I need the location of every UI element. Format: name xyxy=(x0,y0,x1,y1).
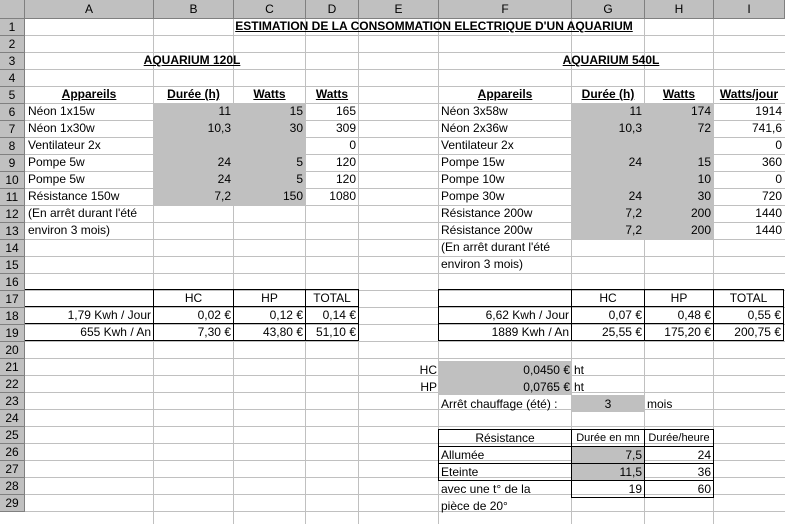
aq540-item-watts[interactable]: 30 xyxy=(697,189,711,203)
aq120-item-duree[interactable]: 10,3 xyxy=(207,121,231,135)
row-header-16[interactable]: 16 xyxy=(0,274,25,291)
arret-label[interactable]: Arrêt chauffage (été) : xyxy=(441,397,558,411)
column-header-h[interactable]: H xyxy=(645,0,714,19)
select-all-corner[interactable] xyxy=(0,0,25,19)
aq120-sum-hc[interactable]: 7,30 € xyxy=(197,325,231,339)
aq540-item-duree[interactable]: 10,3 xyxy=(618,121,642,135)
aq120-item-duree[interactable]: 11 xyxy=(218,104,231,118)
aq540-sum-hc[interactable]: 0,07 € xyxy=(608,308,642,322)
aq120-item-name[interactable]: Pompe 5w xyxy=(28,155,85,169)
aq120-header-watts[interactable]: Watts xyxy=(253,87,286,101)
aq540-item-name[interactable]: Résistance 200w xyxy=(441,223,533,237)
aq120-sum-header-total[interactable]: TOTAL xyxy=(313,291,351,305)
resistance-row-min[interactable]: 7,5 xyxy=(625,448,642,462)
aq540-item-total[interactable]: 1914 xyxy=(755,104,782,118)
column-header-e[interactable]: E xyxy=(359,0,439,19)
aq120-item-name[interactable]: Résistance 150w xyxy=(28,189,120,203)
aq540-header-watts[interactable]: Watts xyxy=(662,87,696,101)
aq120-sum-label[interactable]: 1,79 Kwh / Jour xyxy=(67,308,151,322)
aq120-sum-header-hp[interactable]: HP xyxy=(261,291,278,305)
aq120-item-duree[interactable]: 24 xyxy=(217,155,231,169)
aq540-item-name[interactable]: Ventilateur 2x xyxy=(441,138,514,152)
aq540-sum-label[interactable]: 6,62 Kwh / Jour xyxy=(485,308,569,322)
aq540-item-duree[interactable]: 11 xyxy=(629,104,642,118)
aq540-item-watts[interactable]: 15 xyxy=(697,155,711,169)
aq540-sum-hp[interactable]: 175,20 € xyxy=(664,325,711,339)
aq540-item-total[interactable]: 360 xyxy=(761,155,782,169)
aq540-item-duree[interactable]: 7,2 xyxy=(625,206,642,220)
aq120-item-duree[interactable]: 7,2 xyxy=(214,189,231,203)
aq120-sum-hp[interactable]: 43,80 € xyxy=(262,325,303,339)
tarif-hc-unit[interactable]: ht xyxy=(574,363,585,377)
row-header-8[interactable]: 8 xyxy=(0,138,25,155)
aq120-item-name[interactable]: Pompe 5w xyxy=(28,172,85,186)
aq120-item-total[interactable]: 120 xyxy=(335,155,356,169)
row-header-13[interactable]: 13 xyxy=(0,223,25,240)
aq120-item-watts[interactable]: 30 xyxy=(289,121,303,135)
row-header-29[interactable]: 29 xyxy=(0,495,25,512)
column-header-a[interactable]: A xyxy=(25,0,154,19)
aq540-item-duree[interactable]: 24 xyxy=(628,189,642,203)
aq120-item-watts[interactable]: 150 xyxy=(282,189,303,203)
row-header-12[interactable]: 12 xyxy=(0,206,25,223)
aq540-item-watts[interactable]: 200 xyxy=(690,223,711,237)
aq540-sum-header-hc[interactable]: HC xyxy=(599,291,617,305)
aq540-item-total[interactable]: 1440 xyxy=(755,206,782,220)
row-header-19[interactable]: 19 xyxy=(0,325,25,342)
arret-value[interactable]: 3 xyxy=(604,397,612,411)
aq540-item-duree[interactable]: 7,2 xyxy=(625,223,642,237)
resistance-row-name[interactable]: Allumée xyxy=(441,448,485,462)
aq120-header-duree[interactable]: Durée (h) xyxy=(167,87,220,101)
resistance-header-heure[interactable]: Durée/heure xyxy=(648,432,710,444)
row-header-22[interactable]: 22 xyxy=(0,376,25,393)
resistance-row-min[interactable]: 11,5 xyxy=(619,465,642,479)
resistance-row-min[interactable]: 19 xyxy=(628,482,642,496)
aq120-item-name[interactable]: Néon 1x30w xyxy=(28,121,95,135)
aq540-sum-header-total[interactable]: TOTAL xyxy=(729,291,768,305)
aq540-title[interactable]: AQUARIUM 540L xyxy=(562,53,660,67)
row-header-3[interactable]: 3 xyxy=(0,53,25,70)
row-header-1[interactable]: 1 xyxy=(0,19,25,36)
aq120-header-watts2[interactable]: Watts xyxy=(315,87,349,101)
aq540-item-name[interactable]: Résistance 200w xyxy=(441,206,533,220)
tarif-hp-unit[interactable]: ht xyxy=(574,380,585,394)
resistance-header-name[interactable]: Résistance xyxy=(475,431,535,445)
row-header-24[interactable]: 24 xyxy=(0,410,25,427)
aq120-sum-header-hc[interactable]: HC xyxy=(184,291,203,305)
aq120-item-total[interactable]: 120 xyxy=(335,172,356,186)
row-header-18[interactable]: 18 xyxy=(0,308,25,325)
aq540-note[interactable]: (En arrêt durant l'été xyxy=(441,240,551,254)
tarif-hp-value[interactable]: 0,0765 € xyxy=(523,380,570,394)
aq120-item-watts[interactable]: 15 xyxy=(289,104,303,118)
column-header-c[interactable]: C xyxy=(234,0,306,19)
row-header-4[interactable]: 4 xyxy=(0,70,25,87)
resistance-row-name[interactable]: avec une t° de la xyxy=(441,482,531,496)
aq120-note[interactable]: (En arrêt durant l'été xyxy=(28,206,138,220)
aq540-note[interactable]: environ 3 mois) xyxy=(441,257,524,271)
row-header-20[interactable]: 20 xyxy=(0,342,25,359)
resistance-note[interactable]: pièce de 20° xyxy=(441,499,508,513)
row-header-23[interactable]: 23 xyxy=(0,393,25,410)
aq540-sum-hc[interactable]: 25,55 € xyxy=(601,325,642,339)
aq540-item-name[interactable]: Pompe 30w xyxy=(441,189,505,203)
aq540-header-watts-jour[interactable]: Watts/jour xyxy=(719,87,779,101)
resistance-header-min[interactable]: Durée en mn xyxy=(576,432,640,444)
aq120-header-appareils[interactable]: Appareils xyxy=(61,87,117,101)
column-header-f[interactable]: F xyxy=(439,0,572,19)
row-header-14[interactable]: 14 xyxy=(0,240,25,257)
aq540-item-watts[interactable]: 72 xyxy=(697,121,711,135)
resistance-row-name[interactable]: Eteinte xyxy=(441,465,479,479)
sheet-title[interactable]: ESTIMATION DE LA CONSOMMATION ELECTRIQUE D'UN AQUARIUM xyxy=(235,19,633,33)
aq540-sum-header-hp[interactable]: HP xyxy=(670,291,688,305)
aq540-item-watts[interactable]: 200 xyxy=(690,206,711,220)
aq540-item-watts[interactable]: 174 xyxy=(690,104,711,118)
aq120-item-name[interactable]: Ventilateur 2x xyxy=(28,138,101,152)
aq120-item-total[interactable]: 309 xyxy=(335,121,356,135)
column-header-i[interactable]: I xyxy=(714,0,785,19)
aq120-note[interactable]: environ 3 mois) xyxy=(28,223,111,237)
column-header-b[interactable]: B xyxy=(154,0,234,19)
row-header-21[interactable]: 21 xyxy=(0,359,25,376)
aq540-sum-total[interactable]: 0,55 € xyxy=(747,308,781,322)
aq540-item-name[interactable]: Pompe 15w xyxy=(441,155,505,169)
aq120-sum-hp[interactable]: 0,12 € xyxy=(269,308,303,322)
aq540-item-total[interactable]: 741,6 xyxy=(751,121,782,135)
resistance-row-heure[interactable]: 24 xyxy=(697,448,711,462)
row-header-17[interactable]: 17 xyxy=(0,291,25,308)
resistance-row-heure[interactable]: 60 xyxy=(697,482,711,496)
aq540-sum-total[interactable]: 200,75 € xyxy=(734,325,781,339)
arret-unit[interactable]: mois xyxy=(647,397,673,411)
aq540-item-total[interactable]: 720 xyxy=(761,189,782,203)
row-header-9[interactable]: 9 xyxy=(0,155,25,172)
aq540-item-total[interactable]: 1440 xyxy=(755,223,782,237)
aq540-sum-hp[interactable]: 0,48 € xyxy=(677,308,711,322)
row-header-2[interactable]: 2 xyxy=(0,36,25,53)
column-header-g[interactable]: G xyxy=(572,0,645,19)
row-header-7[interactable]: 7 xyxy=(0,121,25,138)
tarif-hc-label[interactable]: HC xyxy=(419,363,437,377)
aq120-sum-total[interactable]: 51,10 € xyxy=(315,325,356,339)
row-header-27[interactable]: 27 xyxy=(0,461,25,478)
resistance-row-heure[interactable]: 36 xyxy=(697,465,711,479)
aq120-item-name[interactable]: Néon 1x15w xyxy=(28,104,95,118)
aq120-title[interactable]: AQUARIUM 120L xyxy=(143,53,241,67)
row-header-26[interactable]: 26 xyxy=(0,444,25,461)
row-header-5[interactable]: 5 xyxy=(0,87,25,104)
aq540-item-duree[interactable]: 24 xyxy=(628,155,642,169)
row-header-28[interactable]: 28 xyxy=(0,478,25,495)
aq120-item-total[interactable]: 0 xyxy=(349,138,356,152)
aq540-item-total[interactable]: 0 xyxy=(775,138,782,152)
tarif-hp-label[interactable]: HP xyxy=(420,380,437,394)
aq540-item-name[interactable]: Pompe 10w xyxy=(441,172,505,186)
row-header-10[interactable]: 10 xyxy=(0,172,25,189)
column-header-d[interactable]: D xyxy=(306,0,359,19)
aq120-item-total[interactable]: 1080 xyxy=(329,189,356,203)
aq120-item-total[interactable]: 165 xyxy=(335,104,356,118)
aq120-sum-hc[interactable]: 0,02 € xyxy=(197,308,231,322)
aq120-sum-total[interactable]: 0,14 € xyxy=(322,308,356,322)
aq540-header-appareils[interactable]: Appareils xyxy=(477,87,533,101)
aq120-item-duree[interactable]: 24 xyxy=(217,172,231,186)
aq540-item-watts[interactable]: 10 xyxy=(697,172,711,186)
aq120-item-watts[interactable]: 5 xyxy=(296,172,303,186)
aq540-item-name[interactable]: Néon 3x58w xyxy=(441,104,508,118)
aq540-sum-label[interactable]: 1889 Kwh / An xyxy=(491,325,569,339)
tarif-hc-value[interactable]: 0,0450 € xyxy=(523,363,570,377)
row-header-11[interactable]: 11 xyxy=(0,189,25,206)
row-header-6[interactable]: 6 xyxy=(0,104,25,121)
aq120-sum-label[interactable]: 655 Kwh / An xyxy=(80,325,151,339)
row-header-25[interactable]: 25 xyxy=(0,427,25,444)
aq120-item-watts[interactable]: 5 xyxy=(296,155,303,169)
aq540-item-total[interactable]: 0 xyxy=(775,172,782,186)
aq540-item-name[interactable]: Néon 2x36w xyxy=(441,121,508,135)
row-header-15[interactable]: 15 xyxy=(0,257,25,274)
aq540-header-duree[interactable]: Durée (h) xyxy=(581,87,635,101)
